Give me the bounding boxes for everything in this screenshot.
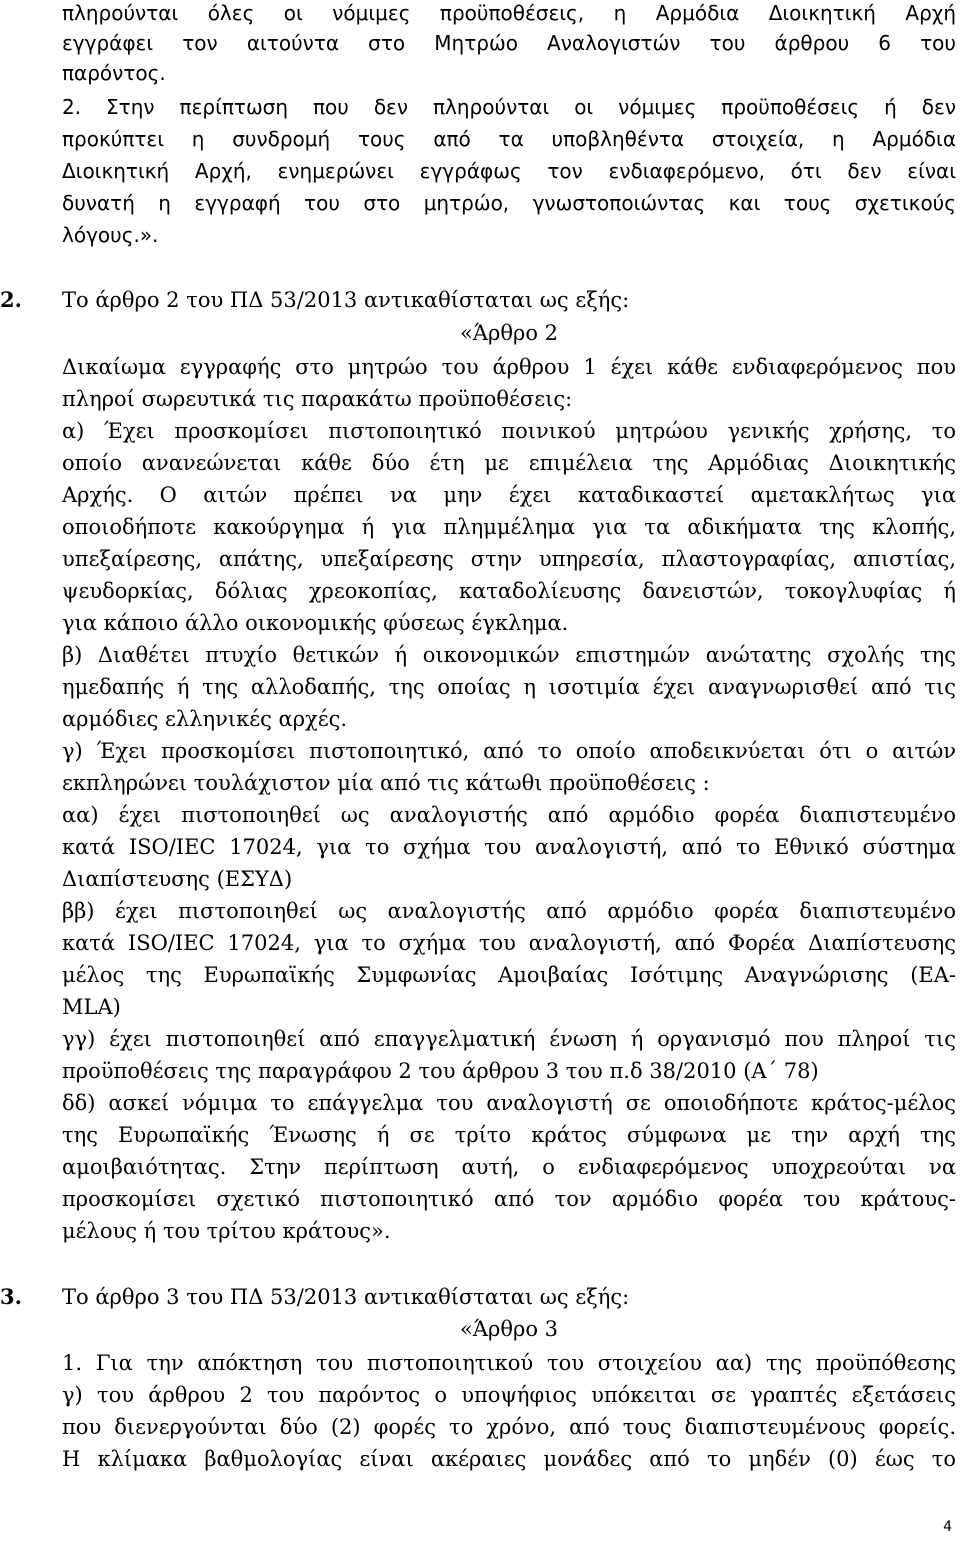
text-line: λόγους.». bbox=[62, 223, 159, 247]
text-line: β) Διαθέτει πτυχίο θετικών ή οικονομικών επιστημών ανώτατης σχολής της bbox=[62, 643, 956, 667]
text-line: της Ευρωπαϊκής Ένωσης ή σε τρίτο κράτος σύμφωνα με την αρχή της bbox=[62, 1123, 956, 1147]
section-number: 3. bbox=[0, 1284, 22, 1309]
text-line: αα) έχει πιστοποιηθεί ως αναλογιστής από αρμόδιο φορέα διαπιστευμένο bbox=[62, 803, 956, 827]
article-title: «Άρθρο 2 bbox=[459, 321, 559, 345]
text-line: προϋποθέσεις της παραγράφου 2 του άρθρου 3 του π.δ 38/2010 (Α΄ 78) bbox=[62, 1059, 819, 1083]
text-line: ημεδαπής ή της αλλοδαπής, της οποίας η ισοτιμία έχει αναγνωρισθεί από τις bbox=[62, 675, 956, 699]
text-line: γ) του άρθρου 2 του παρόντος ο υποψήφιος υπόκειται σε γραπτές εξετάσεις bbox=[62, 1383, 956, 1407]
text-line: κατά ISO/IEC 17024, για το σχήμα του αναλογιστή, από το Εθνικό σύστημα bbox=[62, 835, 956, 859]
text-line: Δικαίωμα εγγραφής στο μητρώο του άρθρου 1 έχει κάθε ενδιαφερόμενος που bbox=[62, 355, 956, 379]
text-line: δυνατή η εγγραφή του στο μητρώο, γνωστοποιώντας και τους σχετικούς bbox=[62, 191, 956, 215]
text-line: γγ) έχει πιστοποιηθεί από επαγγελματική ένωση ή οργανισμό που πληροί τις bbox=[62, 1027, 956, 1051]
text-line: 2. Στην περίπτωση που δεν πληρούνται οι νόμιμες προϋποθέσεις ή δεν bbox=[62, 95, 956, 119]
text-line: κατά ISO/IEC 17024, για το σχήμα του αναλογιστή, από Φορέα Διαπίστευσης bbox=[62, 931, 956, 955]
text-line: πληρούνται όλες οι νόμιμες προϋποθέσεις, η Αρμόδια Διοικητική Αρχή bbox=[62, 1, 956, 25]
text-line: αμοιβαιότητας. Στην περίπτωση αυτή, ο ενδιαφερόμενος υποχρεούται να bbox=[62, 1155, 956, 1179]
text-line: που διενεργούνται δύο (2) φορές το χρόνο, από τους διαπιστευμένους φορείς. bbox=[62, 1415, 956, 1439]
text-line: εγγράφει τον αιτούντα στο Μητρώο Αναλογιστών του άρθρου 6 του bbox=[62, 31, 956, 55]
page-number: 4 bbox=[943, 1519, 952, 1535]
section-heading: Το άρθρο 2 του ΠΔ 53/2013 αντικαθίσταται ως εξής: bbox=[62, 288, 630, 312]
text-line: Διοικητική Αρχή, ενημερώνει εγγράφως τον ενδιαφερόμενο, ότι δεν είναι bbox=[62, 159, 956, 183]
text-line: μέλος της Ευρωπαϊκής Συμφωνίας Αμοιβαίας Ισότιμης Αναγνώρισης (EA- bbox=[62, 963, 956, 987]
text-line: προκύπτει η συνδρομή τους από τα υποβληθέντα στοιχεία, η Αρμόδια bbox=[62, 127, 956, 151]
text-line: Αρχής. Ο αιτών πρέπει να μην έχει καταδικαστεί αμετακλήτως για bbox=[62, 483, 956, 507]
text-line: πληροί σωρευτικά τις παρακάτω προϋποθέσεις: bbox=[62, 387, 573, 411]
text-line: ψευδορκίας, δόλιας χρεοκοπίας, καταδολίευσης δανειστών, τοκογλυφίας ή bbox=[62, 579, 956, 603]
text-line: γ) Έχει προσκομίσει πιστοποιητικό, από το οποίο αποδεικνύεται ότι ο αιτών bbox=[62, 739, 956, 763]
text-line: υπεξαίρεσης, απάτης, υπεξαίρεσης στην υπηρεσία, πλαστογραφίας, απιστίας, bbox=[62, 547, 956, 571]
section-heading: Το άρθρο 3 του ΠΔ 53/2013 αντικαθίσταται ως εξής: bbox=[62, 1285, 630, 1309]
text-line: προσκομίσει σχετικό πιστοποιητικό από τον αρμόδιο φορέα του κράτους- bbox=[62, 1187, 956, 1211]
text-line: αρμόδιες ελληνικές αρχές. bbox=[62, 707, 348, 731]
text-line: για κάποιο άλλο οικονομικής φύσεως έγκλημα. bbox=[62, 611, 569, 635]
article-title: «Άρθρο 3 bbox=[459, 1317, 559, 1341]
text-line: δδ) ασκεί νόμιμα το επάγγελμα του αναλογιστή σε οποιοδήποτε κράτος-μέλος bbox=[62, 1091, 956, 1115]
text-line: Διαπίστευσης (ΕΣΥΔ) bbox=[62, 867, 293, 891]
text-line: MLA) bbox=[62, 995, 121, 1019]
text-line: ββ) έχει πιστοποιηθεί ως αναλογιστής από αρμόδιο φορέα διαπιστευμένο bbox=[62, 899, 956, 923]
text-line: οποιοδήποτε κακούργημα ή για πλημμέλημα για τα αδικήματα της κλοπής, bbox=[62, 515, 956, 539]
text-line: 1. Για την απόκτηση του πιστοποιητικού του στοιχείου αα) της προϋπόθεσης bbox=[62, 1351, 956, 1375]
text-line: παρόντος. bbox=[62, 61, 166, 85]
text-line: μέλους ή του τρίτου κράτους». bbox=[62, 1219, 391, 1243]
text-line: οποίο ανανεώνεται κάθε δύο έτη με επιμέλεια της Αρμόδιας Διοικητικής bbox=[62, 451, 956, 475]
text-line: α) Έχει προσκομίσει πιστοποιητικό ποινικού μητρώου γενικής χρήσης, το bbox=[62, 419, 956, 443]
text-line: εκπληρώνει τουλάχιστον μία από τις κάτωθι προϋποθέσεις : bbox=[62, 771, 710, 795]
section-number: 2. bbox=[0, 287, 22, 312]
text-line: Η κλίμακα βαθμολογίας είναι ακέραιες μονάδες από το μηδέν (0) έως το bbox=[62, 1447, 956, 1471]
